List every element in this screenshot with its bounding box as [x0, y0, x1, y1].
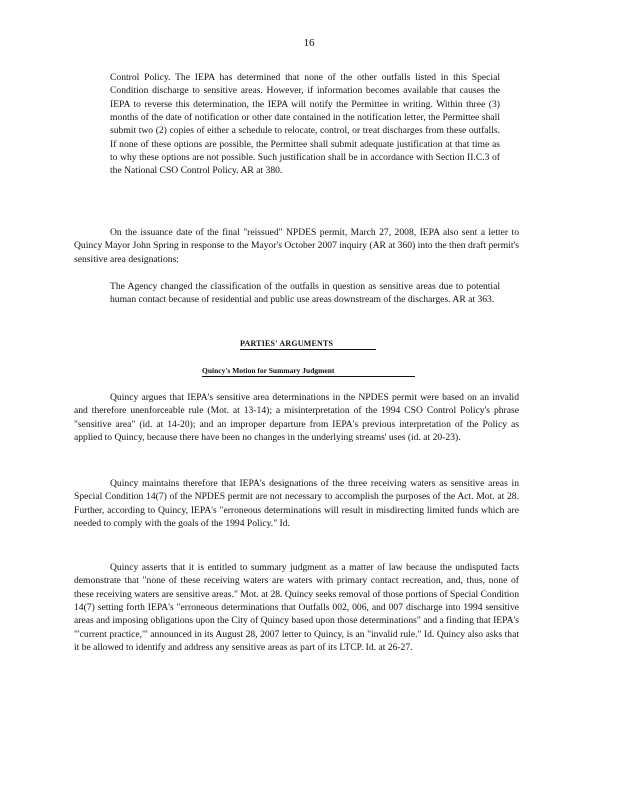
paragraph-maintains-text: Quincy maintains therefore that IEPA's designations of the three receiving waters as sensitive areas in Special Condition 14(7) of the NPDES permit are not necessary to accomplish the purposes of the Act. Mot. at 28. Further, according to Quincy, IEPA's "erroneous determinations will result in misdirecting limited funds which are needed to comply with the goals of the 1994 Policy." Id. — [74, 478, 519, 530]
block-quote-policy: Control Policy. The IEPA has determined that none of the other outfalls listed in this Special Condition discharge to sensitive areas. However, if information becomes available that causes the IEPA to reverse this determination, the IEPA will notify the Permittee in writing. Within three (3) months of the date of notification or other date contained in the notification letter, the Permittee shall submit two (2) copies of either a schedule to relocate, control, or treat discharges from these outfalls. If none of these options are possible, the Permittee shall submit adequate justification at that time as to why these options are not possible. Such justification shall be in accordance with Section II.C.3 of the National CSO Control Policy. AR at 380. — [110, 72, 500, 177]
paragraph-asserts-text: Quincy asserts that it is entitled to summary judgment as a matter of law because the undisputed facts demonstrate that "none of these receiving waters are waters with primary contact recreation, and, thus, none of these receiving waters are sensitive areas." Mot. at 28. Quincy seeks removal of those portions of Special Condition 14(7) setting forth IEPA's "erroneous determinations that Outfalls 002, 006, and 007 discharge into 1994 sensitive areas and imposing obligations upon the City of Quincy based upon those determinations" and a finding that IEPA's "'current practice,'" announced in its August 28, 2007 letter to Quincy, is an "invalid rule." Id. Quincy also asks that it be allowed to identify and address any sensitive areas as part of its LTCP. Id. at 26-27. — [74, 562, 519, 654]
page-number: 16 — [303, 37, 315, 49]
paragraph-argues-text: Quincy argues that IEPA's sensitive area determinations in the NPDES permit were based on an invalid and therefore unenforceable rule (Mot. at 13-14); a misinterpretation of the 1994 CSO Control Policy's phrase "sensitive area" (id. at 14-20); and an improper departure from IEPA's previous interpretation of the Policy as applied to Quincy, because there have been no changes in the underlying streams' uses (id. at 20-23). — [74, 392, 519, 444]
block-quote-agency: The Agency changed the classification of the outfalls in question as sensitive areas due to potential human contact because of residential and public use areas downstream of the discharges. AR at 363. — [110, 281, 500, 306]
paragraph-maintains — [74, 477, 519, 530]
heading-motion: Quincy's Motion for Summary Judgment — [202, 366, 415, 377]
paragraph-argues — [74, 391, 519, 444]
paragraph-issuance-text: On the issuance date of the final "reissued" NPDES permit, March 27, 2008, IEPA also sent a letter to Quincy Mayor John Spring in response to the Mayor's October 2007 inquiry (AR at 360) into the then draft permit's sensitive area designations: — [74, 227, 519, 265]
paragraph-asserts — [74, 561, 519, 654]
heading-parties-arguments: PARTIES' ARGUMENTS — [240, 339, 376, 350]
paragraph-issuance — [74, 226, 519, 266]
